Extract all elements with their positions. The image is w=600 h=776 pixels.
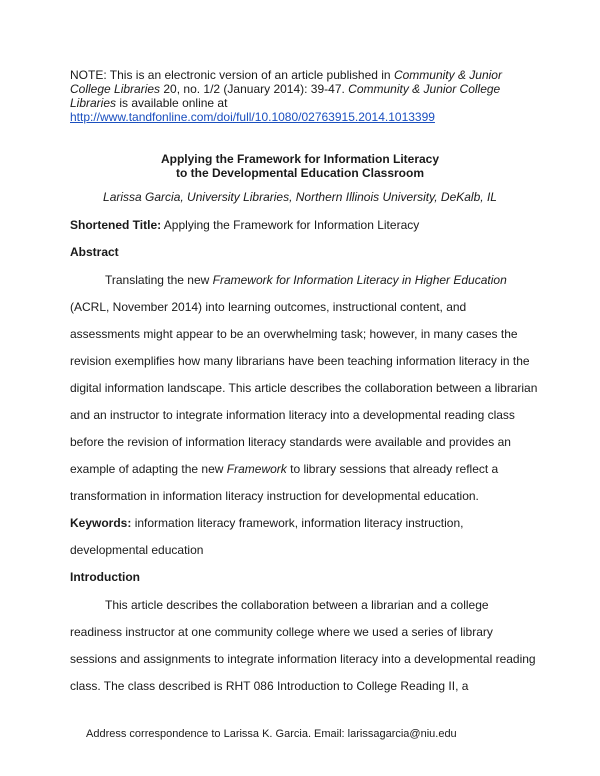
- introduction-line-4: class. The class described is RHT 086 Introduction to College Reading II, a: [70, 679, 469, 693]
- keywords-list: information literacy framework, information literacy instruction,: [131, 516, 464, 530]
- abstract-line-4: revision exemplifies how many librarians have been teaching information literacy in the: [70, 354, 530, 368]
- abstract-line-8-pre: example of adapting the new: [70, 462, 227, 476]
- abstract-line-6: and an instructor to integrate information literacy into a developmental reading class: [70, 408, 515, 422]
- abstract-line-7: before the revision of information literacy standards were available and provides an: [70, 435, 511, 449]
- abstract-line-2: (ACRL, November 2014) into learning outcomes, instructional content, and: [70, 300, 467, 314]
- note-suffix: is available online at: [116, 96, 228, 110]
- abstract-line-8: [70, 462, 498, 476]
- shortened-title: [70, 218, 419, 232]
- introduction-heading: Introduction: [70, 570, 140, 584]
- introduction-line-2: readiness instructor at one community college where we used a series of library: [70, 625, 493, 639]
- journal-name-repeat: Community & Junior College Libraries: [70, 82, 501, 110]
- article-link[interactable]: http://www.tandfonline.com/doi/full/10.1080/02763915.2014.1013399: [70, 110, 435, 124]
- keywords-line-2: developmental education: [70, 543, 204, 557]
- abstract-line-3: assessments might appear to be an overwhelming task; however, in many cases the: [70, 327, 518, 341]
- framework-word: Framework: [226, 462, 287, 476]
- framework-title: Framework for Information Literacy in Higher Education: [212, 273, 507, 287]
- shortened-title-value: Applying the Framework for Information Literacy: [161, 218, 420, 232]
- title-line-2: to the Developmental Education Classroom: [175, 166, 425, 180]
- note-prefix: NOTE: This is an electronic version of an article published in: [70, 68, 394, 82]
- abstract-line-5: digital information landscape. This article describes the collaboration between a librarian: [70, 381, 538, 395]
- author-line: Larissa Garcia, University Libraries, Northern Illinois University, DeKalb, IL: [103, 190, 497, 204]
- keywords-label: Keywords:: [70, 516, 132, 530]
- title-line-1: Applying the Framework for Information Literacy: [160, 152, 440, 166]
- abstract-line-1-pre: Translating the new: [105, 273, 213, 287]
- journal-name: Community & Junior College Libraries: [70, 68, 502, 96]
- abstract-line-8-post: to library sessions that already reflect a: [286, 462, 499, 476]
- note-citation: 20, no. 1/2 (January 2014): 39-47.: [160, 82, 349, 96]
- abstract-heading: Abstract: [70, 245, 119, 259]
- keywords-line-1: [70, 516, 463, 530]
- abstract-line-9: transformation in information literacy instruction for developmental education.: [70, 489, 479, 503]
- abstract-line-1: [105, 273, 507, 287]
- introduction-line-1: This article describes the collaboration between a librarian and a college: [105, 598, 489, 612]
- introduction-line-3: sessions and assignments to integrate information literacy into a developmental reading: [70, 652, 536, 666]
- publication-note: [70, 68, 530, 124]
- shortened-title-label: Shortened Title:: [70, 218, 162, 232]
- correspondence-footer: Address correspondence to Larissa K. Garcia. Email: larissagarcia@niu.edu: [86, 728, 457, 740]
